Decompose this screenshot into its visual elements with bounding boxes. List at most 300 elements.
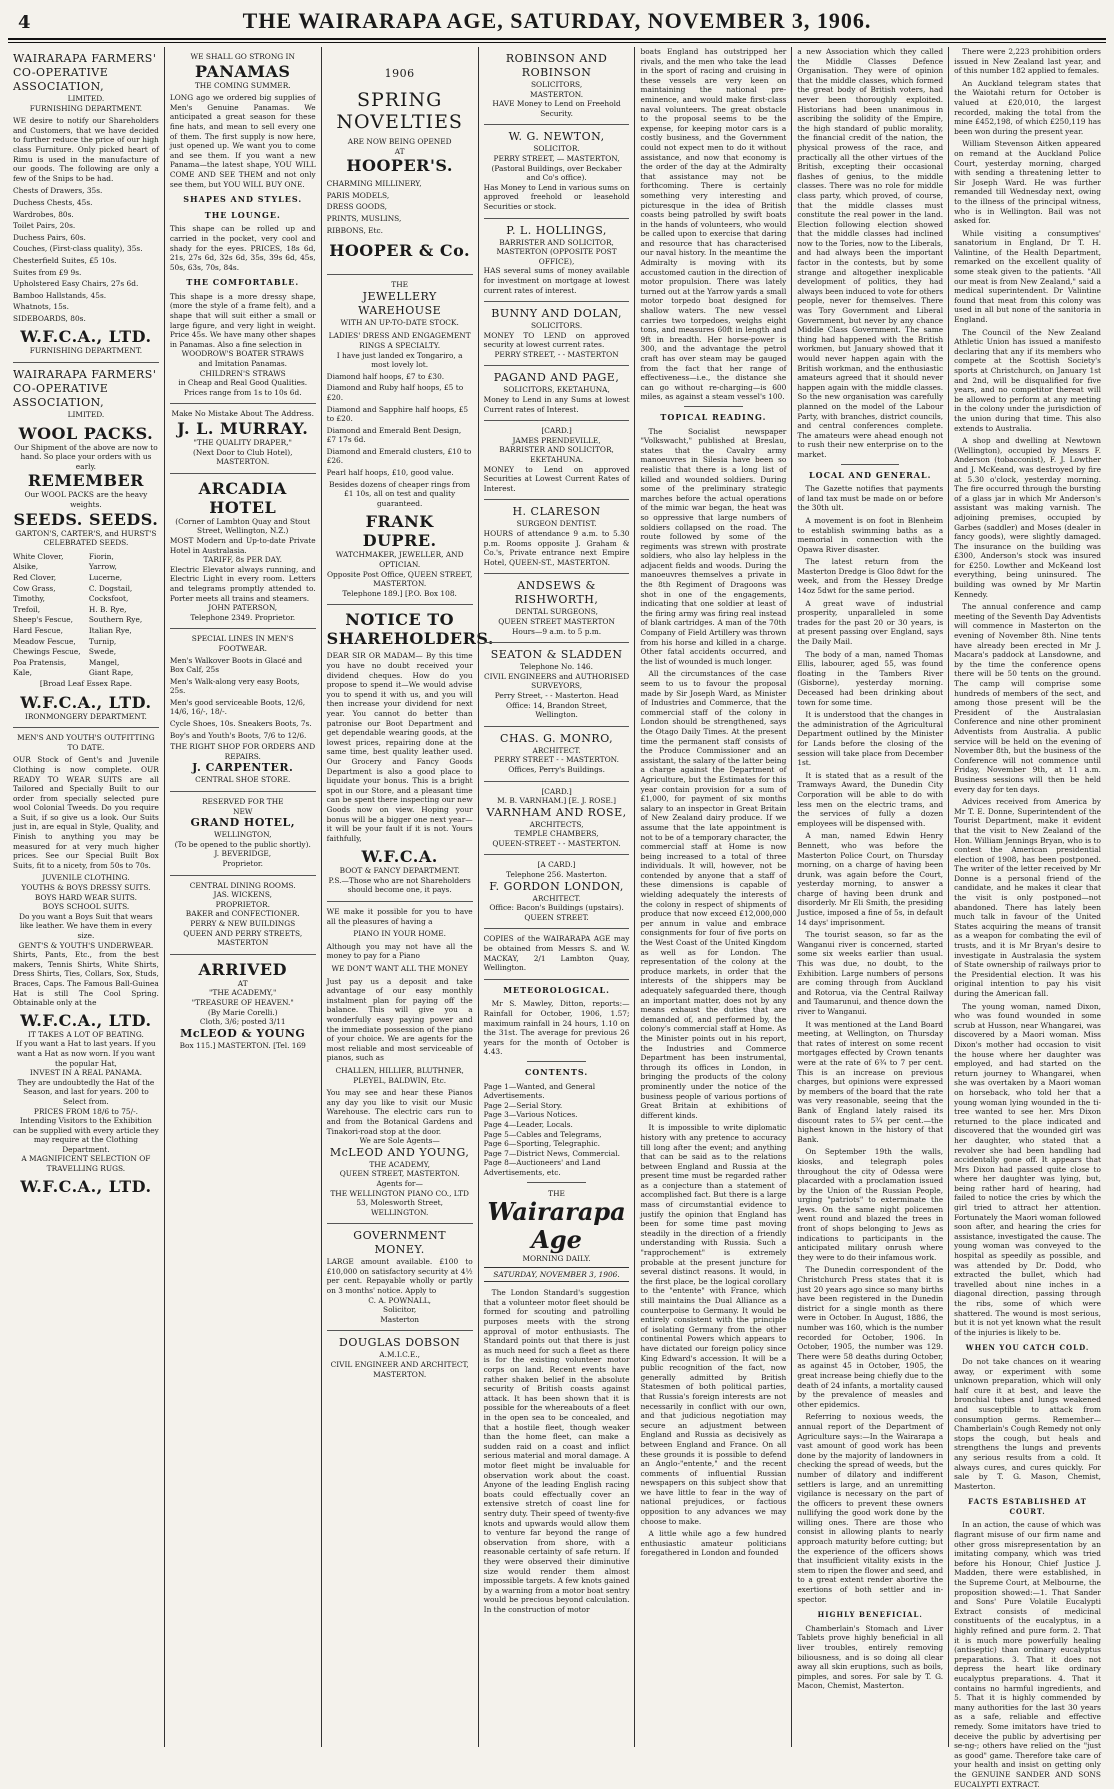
ad-heading: W.F.C.A., LTD.	[20, 692, 152, 712]
ad-text: Agents for—	[376, 1178, 423, 1188]
list-item: Men's good serviceable Boots, 12/6, 14/6, 16/-, 18/-.	[169, 697, 306, 717]
list-item: Swede,	[88, 647, 117, 657]
section-heading: WHEN YOU CATCH COLD.	[965, 1343, 1090, 1353]
ad-text: SOLICITORS,	[530, 80, 583, 89]
ad-text: MASTERTON.	[216, 457, 270, 467]
ad-text: Although you may not have all the money to pay for a Piano	[326, 941, 473, 961]
ad-heading: H. CLARESON	[512, 505, 601, 519]
ad-text: Box 115.] MASTERTON. [Tel. 169	[179, 1040, 306, 1050]
ad-heading: HOOPER & Co.	[329, 241, 471, 261]
ad-heading: GOVERNMENT MONEY.	[353, 1229, 447, 1257]
hollings-ad	[484, 219, 630, 303]
ad-text: You may see and hear these Pianos any day you like to visit our Music Warehouse. The electric cars run to and from the Botanical Gardens and Tinakori-road stop at the door.	[326, 1088, 473, 1136]
list-item: Alsike,	[13, 562, 39, 572]
ad-text: and Imitation Panamas.	[198, 359, 288, 369]
ad-text: PERRY STREET, - - MASTERTON	[494, 349, 619, 359]
list-item: DRESS GOODS,	[326, 202, 387, 212]
column-1	[8, 47, 165, 1747]
article-paragraph: The young woman, named Dixon, who was found wounded in some scrub at Husson, near Whangarei, was discovered by a Maori woman. Miss Dixon's mother had occasion to visit the house where her daughter was employed, and had started on the return journey to Whangarei, when she was overtaken by a Maori woman on horseback, who told her that a young woman lying wounded in the ti-tree wanted to see her. Mrs Dixon returned to the place indicated and discovered that the wounded girl was her daughter, who stated that a revolver she had been handling had accidentally gone off. It appears that Mrs Dixon had passed quite close to where her daughter was lying, but, being rather hard of hearing, had failed to notice the cries by which the girl tried to attract her attention. Fortunately the Maori woman followed soon after, and hearing the cries for assistance, investigated the cause. The young woman was conveyed to the hospital as speedily as possible, and was attended by Dr. Dodd, who extracted the bullet, which had travelled about nine inches in a diagonal direction, passing through the ribs, some of which were shattered. The wound is most serious, but it is not yet known what the result of the injuries is likely to be.	[954, 1001, 1101, 1337]
panama-ad	[170, 47, 316, 404]
ad-text: THE ACADEMY,	[369, 1159, 430, 1169]
ad-text: WE desire to notify our Shareholders and Customers, that we have decided to further reduce the price of our high class Furniture. Only picked heart of Rimu is used in the manufacture of our goods. The following are only a few of the Snips to be had.	[13, 116, 159, 183]
ad-text: Telephone No. 146.	[520, 662, 593, 672]
ad-text: DENTAL SURGEONS,	[515, 607, 598, 617]
column-6	[792, 47, 949, 1747]
ad-text: Proprietor.	[222, 859, 263, 868]
ad-text: 53, Molesworth Street,	[356, 1198, 443, 1208]
article-paragraph: There were 2,223 prohibition orders issued in New Zealand last year, and of this number 182 applied to females.	[954, 47, 1101, 76]
ad-heading: ARRIVED	[198, 959, 287, 979]
ad-subheading: WE DON'T WANT ALL THE MONEY	[331, 964, 468, 974]
contents-item: Page 7—District News, Commercial.	[483, 1148, 620, 1158]
ad-text: A.M.I.C.E.,	[379, 1350, 421, 1360]
ad-subheading: THE COMFORTABLE.	[186, 277, 300, 288]
dobson-ad	[327, 1331, 473, 1385]
article-paragraph: An Auckland telegram states that the Waiotahi return for October is valued at £20,010, the largest recorded, making the total from the mine £452,198, of which £250,119 has been won during the present year.	[954, 78, 1101, 136]
ad-subheading: TARIFF, 8s PER DAY.	[203, 555, 282, 565]
ad-text: Just pay us a deposit and take advantage of our easy monthly instalment plan for paying off the balance. This will give you a wonderfully easy paying power and the immediate possession of the piano of your choice. We are agents for the most reliable and most serviceable of pianos, such as	[326, 976, 473, 1063]
divider	[684, 406, 742, 407]
grand-hotel-ad	[170, 792, 316, 876]
ad-heading: ARCADIA HOTEL	[198, 478, 287, 517]
article-paragraph: Do not take chances on it wearing away, or experiment with some unknown preparation, which will only half cure it at best, and leave the bronchial tubes and lungs weakened and susceptible to attack from consumption germs. Remember—Chamberlain's Cough Remedy not only stops the cough, but heals and strengthens the lungs and prevents any serious results from a cold. It always cures, and cures quickly. For sale by T. G. Mason, Chemist, Masterton.	[954, 1356, 1101, 1491]
ad-subheading: PRICES FROM 18/6 to 75/-.	[33, 1106, 138, 1116]
section-heading: TOPICAL READING.	[660, 411, 767, 422]
ad-text: [CARD.]	[541, 786, 572, 796]
list-item: RIBBONS, Etc.	[326, 225, 384, 235]
ad-subheading: GENT'S & YOUTH'S UNDERWEAR.	[18, 940, 154, 950]
ad-heading: WOOL PACKS.	[18, 423, 154, 443]
article-paragraph: It is understood that the changes in the administration of the Agricultural Department outlined by the Minister for Lands before the closing of the session will take place from December 1st.	[797, 710, 944, 768]
list-item: Lucerne,	[88, 573, 123, 582]
ad-text: MASTERTON	[217, 938, 269, 948]
ad-text: Electric Elevator always running, and Electric Light in every room. Letters and telegrams promptly attended to. Porter meets all trains and steamers.	[169, 564, 316, 603]
ad-text: Has Money to Lend in various sums on approved freehold or leasehold Securities or stock.	[483, 182, 630, 211]
column-2	[165, 47, 322, 1747]
ad-text: Shirts, Pants, Etc., from the best makers, Tennis Shirts, White Shirts, Dress Shirts, Ties, Collars, Sox, Studs, Braces, Caps. The Famous Ball-Guinea Hat is still The Cool Spring. Obtainable only at the	[13, 950, 159, 1008]
article-paragraph: a new Association which they called the Middle Classes Defence Organisation. They were of opinion that the middle classes, which formed the great body of British voters, had never been thoroughly exploited. Historians had been unanimous in ascribing the solidity of the Empire, the high standard of public morality, the financial credit of the nation, the physical prowess of the race, and practically all the other virtues of the British, excepting their occasional flashes of genius, to the middle classes. There was no role for middle class party, which proved, of course, that the middle classes must constitute the real power in the land. Election following election showed that the middle classes had inclined now to the Tories, now to the Liberals, and had always been the important factor in the contests, but by some strange and altogether inexplicable development of politics, they had always been induced to vote for others people, never for themselves. There was Tory Government and Liberal Government, but never by any chance Middle Class Government. The same thing had happened with the British workmen, but January showed that it would never happen again with the British workman, and the enthusiastic amateurs agreed that it should never happen again with the middle classes. So the new organisation was carefully planned on the model of the Labour Party, with branches, district councils, and central conferences complete. The amateurs were ahead enough not to rush their new enterprise on to the market.	[797, 47, 944, 459]
ad-text: J. BEVERIDGE,	[214, 849, 272, 859]
list-item: Chesterfield Suites, £5 10s.	[13, 255, 117, 265]
ad-subheading: CHILDREN'S STRAWS	[199, 368, 286, 378]
ad-text: LARGE amount available. £100 to £10,000 on satisfactory security at 4½ per cent. Repayable wholly or partly on 3 months' notice. Apply to	[326, 1257, 473, 1296]
section-heading: CONTENTS.	[524, 1066, 589, 1077]
ad-heading: P. L. HOLLINGS,	[506, 223, 607, 237]
ad-text: PROPRIETOR.	[215, 899, 270, 909]
wfca-wool-ad	[13, 363, 159, 728]
ad-text: DEAR SIR OR MADAM— By this time you have no doubt received your dividend cheques. How do you propose to spend it—We would advise you to spend it with us, and you will then increase your dividend for next year. You cannot do better than patronise our Boot Department and get dependable wearing goods, at the lowest prices, repairing done at the same time, best quality leather used. Our Grocery and Fancy Goods Department is also a good place to liquidate your bonus. This is a bright spot in our Store, and a pleasant time can be spent there inspecting our new Goods now on view. Hoping your bonus will be a bigger one next year—it will be your fault if it is not. Yours faithfully,	[326, 651, 473, 843]
list-item: Toilet Pairs, 20s.	[13, 221, 76, 231]
government-money-ad	[327, 1224, 473, 1331]
ad-text: C. A. POWNALL,	[368, 1295, 432, 1305]
section-heading: HIGHLY BENEFICIAL.	[817, 1610, 923, 1620]
andsews-ad	[484, 574, 630, 643]
list-item: Meadow Fescue,	[13, 636, 76, 646]
article-paragraph: It is stated that as a result of the Tramways Award, the Dunedin City Corporation will be able to do with less men on the electric trams, and the services of fully a dozen employees will be dispensed with.	[797, 770, 944, 828]
ad-text: Besides dozens of cheaper rings from £1 10s, all on test and quality guaranteed.	[329, 479, 471, 508]
footwear-ad	[170, 629, 316, 792]
contents-item: Page 1—Wanted, and General Advertisements.	[483, 1081, 596, 1101]
ad-text: Do you want a Boys Suit that wears like leather. We have them in every size.	[19, 911, 153, 940]
list-item: Wardrobes, 80s.	[13, 209, 74, 219]
article-paragraph: On September 19th the walls, kiosks, and telegraph poles throughout the city of Odessa were placarded with a proclamation issued by the Union of the Russian People, urging "patriots" to exterminate the Jews. On the same night policemen went round and blazed the trees in front of shops belonging to Jews as indications to participants in the anticipated military onrush where they were to do their infamous work.	[797, 1147, 944, 1262]
section-heading: FACTS ESTABLISHED AT COURT.	[968, 1497, 1087, 1516]
column-3	[322, 47, 494, 1747]
ad-text: WITH AN UP-TO-DATE STOCK.	[340, 317, 459, 327]
list-item: PRINTS, MUSLINS,	[326, 213, 402, 223]
newton-ad	[484, 125, 630, 218]
ad-text: Solicitor,	[383, 1305, 417, 1315]
ad-text: M. B. VARNHAM.] [E. J. ROSE.]	[497, 796, 617, 806]
ad-subheading: IT TAKES A LOT OF BEATING.	[27, 1029, 144, 1039]
article-paragraph: The Dunedin correspondent of the Christchurch Press states that it is just 20 years ago since so many births have been registered in the Dunedin district for a single month as there were in October. In August, 1886, the number was 160, which is the number recorded for October, 1906. In October, 1905, the number was 129. There were 58 deaths during October, as against 45 in October, 1905, the great increase being chiefly due to the death of 24 infants, a mortality caused by the prevalence of measles and other epidemics.	[797, 1265, 944, 1409]
ad-heading: W.F.C.A., LTD.	[20, 1176, 152, 1196]
leader-continued	[640, 47, 786, 402]
list-item: Upholstered Easy Chairs, 27s 6d.	[13, 279, 139, 289]
ad-heading: NOTICE TO SHAREHOLDERS.	[326, 610, 494, 649]
ad-subheading: A MAGNIFICENT SELECTION OF TRAVELLING RUGS.	[21, 1154, 151, 1174]
ad-heading: W.F.C.A.	[361, 847, 438, 867]
ad-subheading: LADIES' DRESS AND ENGAGEMENT RINGS A SPECIALTY.	[328, 331, 471, 350]
ad-text: Masterton	[380, 1314, 420, 1324]
ad-text: WELLINGTON,	[214, 830, 272, 840]
article-paragraph: Mr S. Mawley, Ditton, reports:—Rainfall for October, 1906, 1.57; maximum rainfall in 24 hours, 1.10 on the 31st. The average for previous 26 years for the month of October is 4.43.	[483, 999, 630, 1057]
ad-text: PERRY STREET - - MASTERTON. Offices, Perry's Buildings.	[494, 755, 619, 774]
local-general	[797, 471, 943, 1691]
ad-text: QUEEN STREET, MASTERTON.	[339, 1169, 460, 1179]
column-4	[479, 47, 636, 1747]
article-paragraph: It is impossible to write diplomatic history with any pretence to accuracy till long after the event; and anything that can be said as to the relations between England and Russia at the present time must be regarded rather as a conjecture than a statement of accomplished fact. But there is a large mass of circumstantial evidence to justify the opinion that England has been for some time past moving steadily in the direction of a friendly understanding with Russia. Such a "rapprochement" is extremely probable at the present juncture for several distinct reasons. It would, in the first place, be the logical corollary to the "entente" with France, which still maintains the Dual Alliance as a counterpoise to Germany. It would be entirely consistent with the principle of isolating Germany from the other continental Powers which appears to have dictated our foreign policy since King Edward's accession. It will be a public recognition of the fact, now generally admitted by British Statesmen of both political parties, that Russia's foreign interests are not necessarily in conflict with our own, and that judicious negotiation may secure an adjustment between England and Russia as decisively as between England and France. On all these grounds it is possible to defend an Anglo-"entente," and the recent comments of influential Russian newspapers on this subject show that we have little to fear in the way of national prejudices, or factious opposition to any advances we may choose to make.	[640, 1123, 787, 1526]
article-paragraph: A movement is on foot in Blenheim to establish swimming baths as a memorial in connection with the Opawa River disaster.	[797, 515, 944, 554]
seaton-ad	[484, 643, 630, 727]
academy-books-ad	[170, 955, 316, 1057]
ad-text: ARCHITECT.	[532, 893, 581, 903]
ad-text: THE RIGHT SHOP FOR ORDERS AND REPAIRS.	[170, 742, 316, 761]
article-paragraph: A man, named Edwin Henry Bennett, who was before the Masterton Police Court, on Thursday morning, on a charge of having been drunk, was again before the Court, yesterday morning, to answer a charge of having been drunk and disorderly. Mr Eli Smith, the presiding Justice, imposed a fine of 5s, in default 14 days' imprisonment.	[797, 831, 944, 927]
ad-text: Opposite Post Office, QUEEN STREET, MASTERTON.	[326, 569, 473, 589]
list-item: Cycle Shoes, 10s. Sneakers Boots, 7s.	[169, 719, 312, 729]
list-item: Diamond and Sapphire half hoops, £5 to £20.	[326, 404, 469, 424]
article-paragraph: The Socialist newspaper "Volkswacht," published at Breslau, states that the Cavalry army manoeuvres in Silesia have been so realistic that there is a long list of killed and wounded soldiers. During some of the preliminary strategic marches before the actual operations of the mimic war began, the heat was so oppressive that large numbers of soldiers collapsed on the road. The route followed by some of the regiments was strewn with prostrate soldiers, who also lay helpless in the adjacent fields and woods. During the manoeuvres themselves a private in the 8th Regiment of Dragoons was shot in one of the engagements, indicating that one soldier at least of the firing army was firing real instead of blank cartridges. A man of the 70th Company of Field Artillery was thrown from his horse and killed in a charge. Other fatal accidents occurred, and the list of wounded is much longer.	[640, 426, 787, 666]
murray-ad	[170, 404, 316, 473]
list-item: Fiorin,	[88, 551, 114, 561]
ad-text: [Broad Leaf Essex Rape.	[39, 678, 132, 688]
list-item: White Clover,	[13, 551, 64, 561]
list-item: CHARMING MILLINERY,	[326, 179, 422, 189]
list-item: Men's Walkover Boots in Glacé and Box Calf, 25s	[169, 655, 303, 675]
ad-subheading: LIMITED.	[67, 94, 105, 103]
ad-heading: W.F.C.A., LTD.	[20, 1010, 152, 1030]
article-paragraph: The London Standard's suggestion that a volunteer motor fleet should be formed for scouting and patrolling purposes meets with the strong approval of motor enthusiasts. The Standard points out that there is just as much need for such a fleet as there is for the existing volunteer motor corps on land. Recent events have rather shaken belief in the absolute security of British coasts against attack. It has been shown that it is possible for the whereabouts of a fleet in the open sea to be concealed, and that a hostile fleet, though weaker than the home fleet, can make a sudden raid on a coast and inflict serious material and moral damage. A motor fleet might be invaluable for observation work about the coast. Anyone of the leading English racing boats could effectually cover an extensive stretch of coast line for sentry duty. Their speed of twenty-five knots and upwards would allow them to venture far beyond the range of observation from shore, with a reasonable certainty of safe return. If they were observed their diminutive size would render them almost impossible targets. A few knots gained by a warning from a motor boat sentry would be precious beyond calculation. In the construction of motor	[483, 1288, 630, 1614]
ad-heading: DOUGLAS DOBSON	[339, 1336, 461, 1350]
ad-text: WE make it possible for you to have all the pleasures of having a	[326, 907, 473, 926]
ad-text: This shape can be rolled up and carried in the pocket, very cool and shady for the eyes. PRICES, 18s 6d, 21s, 27s 6d, 32s 6d, 35s, 39s 6d, 45s, 50s, 63s, 70s, 84s.	[169, 224, 316, 272]
list-item: Duchess Chests, 45s.	[13, 197, 93, 207]
ad-heading: FRANK DUPRE.	[362, 512, 437, 551]
list-item: C. Dogstail,	[88, 583, 133, 593]
ad-text: MOST Modern and Up-to-date Private Hotel in Australasia.	[169, 535, 316, 555]
clareson-ad	[484, 500, 630, 574]
ad-text: BARRISTER AND SOLICITOR, MASTERTON (OPPOSITE POST OFFICE),	[496, 237, 617, 266]
ad-text: SURGEON DENTIST.	[516, 519, 597, 529]
ad-text: BAKER and CONFECTIONER.	[185, 909, 300, 919]
ad-text: HAS several sums of money available for investment on mortgage at lowest current rates of interest.	[483, 266, 630, 295]
ad-text: I have just landed ex Tongariro, a most lovely lot.	[336, 350, 463, 370]
ad-text: GARTON'S, CARTER'S, and HURST'S CELEBRATED SEEDS.	[15, 528, 157, 548]
ad-subheading: CENTRAL DINING ROOMS.	[189, 880, 296, 890]
ad-text: CENTRAL SHOE STORE.	[195, 775, 291, 785]
shareholders-notice	[326, 605, 494, 902]
ad-text: 1906	[384, 67, 415, 80]
ad-text: ARCHITECT.	[532, 745, 581, 755]
ad-text: ARE NOW BEING OPENED	[347, 137, 452, 146]
list-item: SIDEBOARDS, 80s.	[13, 313, 86, 323]
topical-continued	[797, 47, 943, 460]
list-item: Cocksfoot,	[88, 594, 129, 604]
ad-heading: PAGAND AND PAGE,	[493, 371, 620, 385]
ad-subheading: THE LOUNGE.	[204, 209, 281, 220]
arcadia-hotel-ad	[170, 474, 316, 630]
ad-text: MASTERTON.	[373, 1369, 427, 1379]
footwear-list	[170, 656, 316, 741]
ad-subheading: WE SHALL GO STRONG IN	[190, 52, 295, 61]
list-item: Mangel,	[88, 657, 120, 667]
ad-text: If you want a Hat to last years. If you want a Hat as now worn. If you want the popular Hat,	[16, 1039, 156, 1068]
ad-text: AT	[394, 146, 405, 156]
ad-text: COPIES of the WAIRARAPA AGE may be obtained from Messrs S. and W. MACKAY, 2/1 Lambton Quay, Wellington.	[483, 934, 630, 973]
ad-text: NEW	[233, 806, 253, 816]
ad-subheading: CHALLEN, HILLIER, BLUTHNER, PLEYEL, BALDWIN, Etc.	[335, 1065, 464, 1085]
list-item: Hard Fescue,	[13, 625, 63, 635]
article-paragraph: Referring to noxious weeds, the annual report of the Department of Agriculture says:—In the Wairarapa a vast amount of good work has been done by the majority of landowners in checking the spread of weeds, but the number of dilatory and indifferent settlers is large, and an unremitting vigilance is necessary on the part of the officers to prevent these owners nullifying the good work done by the willing ones. There are those who consist in allowing plants to nearly approach maturity before cutting; but the experience of the officers shows that insufficient vitality exists in the stem to ripen the flower and seed, and to a great extent render abortive the exertions of both settler and in-spector.	[797, 1412, 944, 1604]
ad-text: ARCHITECTS,	[529, 819, 584, 829]
ad-text: THE	[391, 280, 409, 290]
ad-heading: F. GORDON LONDON,	[489, 879, 624, 893]
editorial-masthead	[484, 1189, 630, 1283]
hooper-list	[327, 179, 473, 235]
ad-subheading: WOODROW'S BOATER STRAWS	[181, 349, 304, 359]
ad-heading: ANDSEWS & RISHWORTH,	[514, 579, 599, 607]
divider	[841, 464, 899, 465]
ad-text: Our Shipment of the above are now to hand. So place your orders with us early.	[14, 442, 158, 471]
ad-heading: W. G. NEWTON,	[508, 130, 605, 144]
bunny-ad	[484, 302, 630, 366]
ad-text: SOLICITOR.	[533, 144, 580, 154]
newspaper-title: THE WAIRARAPA AGE, SATURDAY, NOVEMBER 3, 1906.	[242, 8, 872, 33]
dining-rooms-ad	[170, 876, 316, 955]
list-item: Timothy,	[13, 594, 46, 604]
local-general-continued	[954, 47, 1101, 1789]
editorial-date: SATURDAY, NOVEMBER 3, 1906.	[484, 1267, 630, 1283]
ad-text: (Next Door to Club Hotel),	[193, 447, 293, 457]
ad-subheading: SPECIAL LINES IN MEN'S FOOTWEAR.	[191, 634, 294, 653]
ad-text: "THE ACADEMY,"	[209, 988, 277, 998]
ad-heading: VARNHAM AND ROSE,	[486, 805, 627, 819]
list-item: Couches, (First-class quality), 35s.	[13, 244, 143, 254]
ad-heading: GRAND HOTEL,	[190, 816, 296, 830]
ad-text: [A CARD.]	[537, 860, 576, 870]
ad-text: QUEEN STREET MASTERTON	[498, 616, 615, 626]
list-item: Diamond half hoops, £7 to £30.	[326, 371, 445, 381]
article-paragraph: The body of a man, named Thomas Ellis, labourer, aged 55, was found floating in the Tambers River (Gisborne), yesterday morning. Deceased had been drinking about town for some time.	[797, 649, 944, 707]
article-paragraph: The Council of the New Zealand Athletic Union has issued a manifesto declaring that any if its members who compete at the Scottish Society's sports at Christchurch, on January 1st and 2nd, will be disqualified for five years, and no competitor thereat will be allowed to perform at any meeting in the colony under the jurisdiction of the union during that time. This also extends to Australia.	[954, 327, 1101, 433]
list-item: Whatnots, 15s.	[13, 302, 69, 312]
ad-text: HOURS of attendance 9 a.m. to 5.30 p.m. Rooms opposite J. Graham & Co.'s, Private entrance next Empire Hotel, QUEEN-ST., MASTERTON.	[483, 529, 630, 567]
ad-text: WATCHMAKER, JEWELLER, AND OPTICIAN.	[335, 550, 464, 570]
ad-heading: CHAS. G. MONRO,	[500, 731, 614, 745]
list-item: Diamond and Emerald Bent Design, £7 17s 6d.	[326, 425, 462, 445]
ad-subheading: BOYS SCHOOL SUITS.	[42, 902, 130, 912]
ad-text: CIVIL ENGINEERS and AUTHORISED SURVEYORS,	[484, 671, 630, 691]
ad-text: RESERVED FOR THE	[201, 797, 284, 807]
ad-text: BARRISTER AND SOLICITOR, EKETAHUNA.	[499, 445, 614, 465]
ad-heading: BUNNY AND DOLAN,	[491, 307, 622, 321]
ad-heading: SEEDS. SEEDS.	[13, 509, 159, 529]
masthead	[8, 8, 1106, 36]
ad-subheading: PIANO IN YOUR HOME.	[353, 929, 447, 939]
article-paragraph: The Gazette notifies that payments of land tax must be made on or before the 30th ult.	[797, 484, 944, 513]
ad-text: Make No Mistake About The Address.	[171, 409, 314, 419]
ad-text: Telephone 189.] [P.O. Box 108.	[342, 588, 457, 598]
article-paragraph: The tourist season, so far as the Wanganui river is concerned, started some six weeks earlier than usual. This was due, no doubt, to the Exhibition. Large numbers of persons are coming through from Auckland and Rotorua, via the Central Railway and Taumarunui, and thence down the river to Wanganui.	[797, 930, 944, 1016]
ad-text: THE WELLINGTON PIANO CO., LTD	[330, 1188, 469, 1198]
ad-text: Hours—9 a.m. to 5 p.m.	[511, 626, 602, 636]
robinson-ad	[484, 47, 630, 125]
ad-text: Telephone 2349. Proprietor.	[190, 612, 296, 622]
london-ad	[484, 855, 630, 929]
list-item: Men's Walk-along very easy Boots, 25s.	[169, 676, 300, 696]
furniture-list	[13, 186, 159, 323]
contents-item: Page 3—Various Notices.	[483, 1110, 578, 1120]
article-paragraph: boats England has outstripped her rivals, and the men who take the lead in the sport of racing and cruising in these vessels are very keen on maintaining the national pre-eminence, and would make first-class naval volunteers. The great obstacle to the proposal seems to be the expense, for keeping motor cars is a costly business, and the Government could not expect men to do it without assistance, and now that economy is the order of the day at the Admiralty that assistance may not be forthcoming. There is certainly something very interesting and picturesque in the idea of British coasts being patrolled by swift boats in the hands of volunteers, who would be called upon to exercise that daring and resource that has characterised our naval history. In the meantime the Admiralty is moving with its accustomed caution in the direction of motor propulsion. There was lately turned out at the Yarrow yards a small motor torpedo boat designed for shallow waters. The new vessel carries two torpedoes, weighs eight tons, and measures 60ft in length and 9ft in breadth. Her horse-power is 300, and the advantage the petrol craft has over steam may be gauged from the fact that her range of effectiveness—i.e., the distance she can go without re-charging—is 600 miles, as against a steam vessel's 100.	[640, 47, 787, 402]
ad-text: JAS. WICKENS,	[213, 890, 272, 900]
ad-heading: SPRING	[356, 89, 443, 111]
ad-subheading: INVEST IN A REAL PANAMA.	[29, 1068, 142, 1078]
list-item: Giant Rape,	[88, 668, 134, 678]
article-paragraph: A great wave of industrial prosperity, unparalleled in some trades for the past 20 or 30 years, is at present passing over England, says the Daily Mail.	[797, 598, 944, 647]
article-paragraph: Chamberlain's Stomach and Liver Tablets prove highly beneficial in all liver troubles, entirely removing biliousness, and is so doing all clear away all skin eruptions, such as boils, pimples, and sores. For sale by T. G. Macon, Chemist, Masterton.	[797, 1623, 944, 1691]
ad-heading: McLEOD AND YOUNG,	[329, 1145, 470, 1159]
ad-text: Intending Visitors to the Exhibition can be supplied with every article they may require at the Clothing Department.	[13, 1116, 159, 1154]
article-paragraph: While visiting a consumptives' sanatorium in England, Dr T. H. Valintine, of the Health Department, remarked on the excellent quality of some steak given to the patients. "All our meat is from New Zealand," said a medical superintendent. Dr Valintine found that meat from this colony was used in all but none of the sanitoria in England.	[954, 228, 1101, 325]
ad-text: Office: Bacon's Buildings (upstairs). QUEEN STREET.	[489, 903, 624, 922]
section-heading: LOCAL AND GENERAL.	[809, 469, 932, 480]
ad-subheading: MEN'S AND YOUTH'S OUTFITTING TO DATE.	[17, 733, 155, 752]
ad-text: "THE QUALITY DRAPER,"	[193, 438, 292, 447]
list-item: Chests of Drawers, 35s.	[13, 186, 103, 196]
ad-subheading: IRONMONGERY DEPARTMENT.	[24, 711, 147, 721]
ad-subheading: LIMITED.	[67, 410, 105, 420]
ad-text: (Corner of Lambton Quay and Stout Street, Wellington, N.Z.)	[175, 516, 311, 536]
ad-text: "TREASURE OF HEAVEN."	[191, 997, 294, 1007]
list-item: Yarrow,	[88, 562, 117, 572]
ad-subheading: BOYS HARD WEAR SUITS.	[34, 892, 137, 902]
article-paragraph: A little while ago a few hundred enthusiastic amateur politicians foregathered in London and founded	[640, 1529, 787, 1558]
list-item: Kale,	[13, 668, 33, 678]
ad-text: PERRY STREET, — MASTERTON, (Pastoral Buildings, over Beckaber and Co's office).	[491, 153, 622, 183]
ad-text: Telephone 256. Masterton.	[506, 870, 607, 880]
leader-article	[484, 1288, 630, 1614]
article-paragraph: In an action, the cause of which was flagrant misuse of our firm name and other gross misrepresentation by an imitating company, which was tried before his Honour, Chief Justice J. Madden, there were established, in the Supreme Court, at Melbourne, the proposition showed:—1. That Sander and Sons' Pure Volatile Eucalypti Extract consists of medicinal constituents of the eucalyptus, in a highly refined and pure form. 2. That it is much more powerfully healing (antiseptic) than ordinary eucalyptus preparations. 3. That it does not depress the heart like ordinary eucalyptus preparations. 4. That it contains no harmful ingredients, and 5. That it is highly commended by many authorities for the last 30 years as a safe, reliable and effective remedy. Some imitators have tried to deceive the public by advertising per se-ng-; others have relied on the "just as good" game. Therefore take care of your health and insist on getting only the GENUINE SANDER AND SONS EUCALYPTI EXTRACT.	[954, 1520, 1101, 1789]
contents-item: Page 4—Leader, Locals.	[483, 1119, 573, 1129]
ad-text: Perry Street, - - Masterton. Head Office: 14, Brandon Street, Wellington.	[494, 690, 619, 720]
ad-heading: SEATON & SLADDEN	[490, 648, 623, 662]
ad-heading: ROBINSON AND ROBINSON	[505, 52, 608, 79]
ad-heading: NOVELTIES	[336, 111, 463, 133]
article-paragraph: Advices received from America by Mr T. E. Donne, Superintendent of the Tourist Department, make it evident that the visit to New Zealand of the Hon. William Jennings Bryan, who is to contest the American presidential election of 1908, has been postponed. The writer of the letter received by Mr Donne is a personal friend of the candidate, and he makes it clear that the visit is only postponed—not abandoned. There has lately been much talk in favour of the United States acquiring the means of transit as a weapon for combating the evil of trusts, and it is Mr Bryan's desire to investigate in Australasia the system of State ownership of railways prior to the Presidential election. It was his original intention to pay his visit during the American fall.	[954, 797, 1101, 998]
masthead-rule	[8, 38, 1106, 43]
list-item: Diamond and Emerald clusters, £10 to £26.	[326, 446, 472, 466]
ad-text: JOHN PATERSON,	[208, 603, 278, 613]
ad-subheading: JAMES PRENDEVILLE,	[512, 435, 601, 445]
ad-text: (To be opened to the public shortly).	[174, 839, 311, 849]
list-item: Pearl half hoops, £10, good value.	[326, 468, 454, 478]
ad-text: LONG ago we ordered big supplies of Men's Genuine Panamas. We anticipated a great season for these fine hats, and mean to sell every one of them. The first supply is now here, just opened up. We want you to come and see them. If you want a new Panama—the latest shape, YOU WILL COME AND SEE THEM and not only see them, but YOU WILL BUY ONE.	[169, 93, 316, 189]
ad-text: TEMPLE CHAMBERS,	[514, 829, 599, 839]
ad-heading: J. CARPENTER.	[192, 761, 294, 775]
piano-ad	[327, 902, 473, 1224]
list-item: Chewings Fescue,	[13, 647, 81, 657]
ad-subheading: SHAPES AND STYLES.	[183, 194, 303, 205]
ad-text: Cloth, 3/6; posted 3/11	[199, 1017, 286, 1027]
prendeville-ad	[484, 421, 630, 500]
article-paragraph: The annual conference and camp meeting of the Seventh Day Adventists will commence in Masterton on the evening of November 8th. Nine tents have already been erected in Mr J. Macara's paddock at Lansdowne, and by the time the conference opens there will be 50 tents on the ground. The camp will comprise some hundreds of members of the sect, and among those present will be the President of the Australasian Conference and nine other prominent Adventists from Australia. A public service will be held on the evening of November 8th, but the business of the Conference will not commence until Friday, November 9th, at 11 a.m. Business sessions will then be held every day for ten days.	[954, 602, 1101, 794]
ad-subheading: JUVENILE CLOTHING.	[42, 873, 130, 883]
list-item: Suites from £9 9s.	[13, 267, 82, 277]
seeds-list	[13, 551, 159, 679]
ad-subheading: THE COMING SUMMER.	[194, 80, 291, 90]
wfca-clothing-ad	[13, 728, 159, 1202]
masthead-the: THE	[548, 1188, 565, 1198]
article-paragraph: William Stevenson Aitken appeared on remand at the Auckland Police Court, yesterday morning, charged with sending a threatening letter to Sir Joseph Ward. He was further remanded till Wednesday next, owing to the illness of the principal witness, who is in Wellington. Bail was not asked for.	[954, 139, 1101, 226]
list-item: Bamboo Hallstands, 45s.	[13, 290, 107, 300]
jewellery-ad	[327, 275, 473, 605]
article-paragraph: It was mentioned at the Land Board meeting, at Wellington, on Thursday that rates of interest on some recent mortgages effected by Crown tenants were at the rate of 6¾ to 7 per cent. This is an increase on previous charges, but opinions were expressed by members of the board that the rate was very reasonable, seeing that the Bank of England lately raised its discount rates to 5¾ per cent.—the highest known in the history of that Bank.	[797, 1019, 944, 1144]
columns	[8, 47, 1106, 1789]
ad-text: PERRY & NEW BUILDINGS	[190, 918, 296, 928]
ad-text: We are Sole Agents—	[359, 1136, 440, 1146]
list-item: Trefoil,	[13, 604, 41, 614]
ad-text: MONEY TO LEND on approved security at lowest current rates.	[483, 330, 630, 350]
ad-text: BOOT & FANCY DEPARTMENT.	[339, 866, 460, 876]
list-item: Diamond and Ruby half hoops, £5 to £20.	[326, 383, 464, 402]
divider	[527, 1182, 585, 1183]
ad-subheading: FURNISHING DEPARTMENT.	[29, 103, 143, 113]
masthead-subtitle: MORNING DAILY.	[522, 1254, 591, 1264]
ad-text: QUEEN-STREET - - MASTERTON.	[492, 838, 621, 848]
list-item: Boy's and Youth's Boots, 7/6 to 12/6.	[169, 730, 307, 740]
contents-item: Page 6—Sporting, Telegraphic.	[483, 1139, 601, 1149]
ad-text: They are undoubtedly the Hat of the Season, and last for years. 200 to Select from.	[17, 1077, 155, 1106]
hooper-ad	[327, 47, 473, 275]
ad-text: OUR Stock of Gent's and Juvenile Clothing is now complete. OUR READY TO WEAR SUITS are all Tailored and Specially Built to our order from specially selected pure wool Colonial Tweeds. Do you require a Suit, if so give us a look. Our Suits just in, are equal in Style, Quality, and Finish to anything you may be measured for at very much higher prices. See our Special Built Box Suits, fit to a nicety, from 50s to 70s.	[13, 755, 159, 870]
list-item: PARIS MODELS,	[326, 190, 390, 200]
ad-text: CIVIL ENGINEER AND ARCHITECT,	[330, 1360, 469, 1370]
article-paragraph: A shop and dwelling at Newtown (Wellington), occupied by Messrs F. Anderson (tobacconist), F. J. Lowther and J. McKeand, was destroyed by fire at 5.30 o'clock, yesterday morning. The fire occurred through the bursting of a glass jar in which Mr Anderson's assistant was making varnish. The adjoining premises, occupied by Garbes (saddler) and Moses (dealer in fancy goods), were slightly damaged. The insurance on the building was £300, Anderson's stock was insured for £250. Lowther and McKeand lost everything, being uninsured. The building was owned by Mr Martin Kennedy.	[954, 436, 1101, 599]
ad-heading: WAIRARAPA FARMERS' CO-OPERATIVE ASSOCIATION,	[13, 52, 157, 93]
list-item: Turnip,	[88, 636, 117, 646]
ad-text: (By Marie Corelli.)	[207, 1007, 278, 1017]
varnham-ad	[484, 782, 630, 856]
list-item: Cow Grass,	[13, 583, 56, 593]
ad-heading: McLEOD & YOUNG	[180, 1026, 306, 1040]
monro-ad	[484, 727, 630, 782]
list-item: Duchess Pairs, 60s.	[13, 232, 86, 242]
ad-heading: WAIRARAPA FARMERS' CO-OPERATIVE ASSOCIATION,	[13, 368, 157, 410]
ad-heading: W.F.C.A., LTD.	[20, 327, 152, 347]
article-paragraph: The latest return from the Masterton Dredge is Gloo 8dwt for the week, and from the Hessey Dredge 14oz 5dwt for the same period.	[797, 557, 944, 596]
ad-text: MONEY to Lend on approved Securities at Lowest Current Rates of Interest.	[483, 464, 630, 493]
